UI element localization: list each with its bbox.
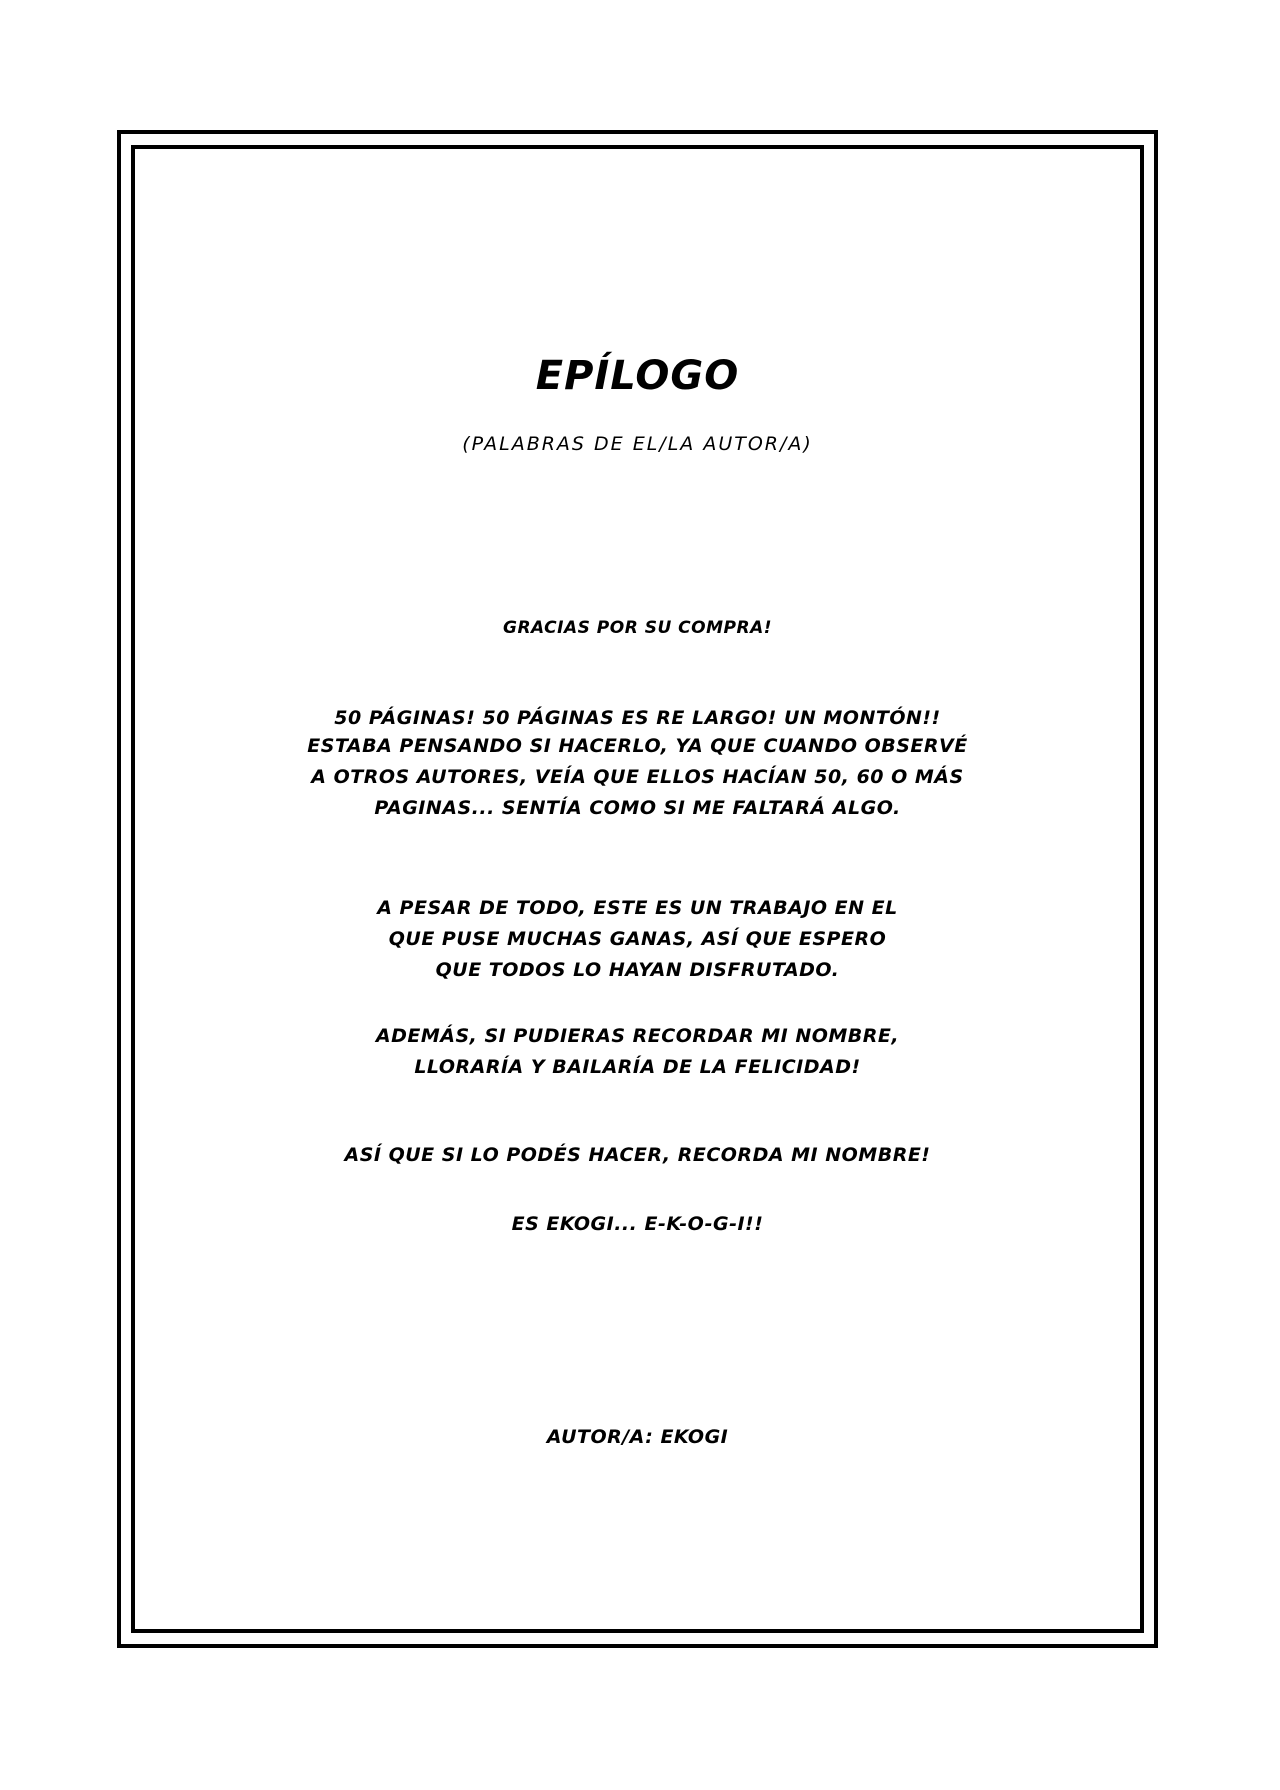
paragraph1-line1: 50 PÁGINAS! 50 PÁGINAS ES RE LARGO! UN MONTÓN!! <box>334 707 941 729</box>
paragraph2-line1: A PESAR DE TODO, ESTE ES UN TRABAJO EN EL <box>377 897 898 919</box>
paragraph2-line2: QUE PUSE MUCHAS GANAS, ASÍ QUE ESPERO <box>388 928 887 950</box>
page-content <box>131 145 1144 1633</box>
paragraph1-line4: PAGINAS... SENTÍA COMO SI ME FALTARÁ ALGO. <box>374 797 901 819</box>
paragraph3-line2: LLORARÍA Y BAILARÍA DE LA FELICIDAD! <box>414 1056 861 1078</box>
thanks-line: GRACIAS POR SU COMPRA! <box>503 618 772 638</box>
page-subtitle: (PALABRAS DE EL/LA AUTOR/A) <box>462 433 813 455</box>
page-title: EPÍLOGO <box>535 353 740 399</box>
paragraph1-line2: ESTABA PENSANDO SI HACERLO, YA QUE CUANDO OBSERVÉ <box>307 735 968 757</box>
paragraph3-line1: ADEMÁS, SI PUDIERAS RECORDAR MI NOMBRE, <box>375 1025 900 1047</box>
paragraph2-line3: QUE TODOS LO HAYAN DISFRUTADO. <box>435 959 840 981</box>
author-signature: AUTOR/A: EKOGI <box>546 1426 729 1448</box>
paragraph5-line: ES EKOGI... E-K-O-G-I!! <box>511 1213 764 1235</box>
paragraph1-line3: A OTROS AUTORES, VEÍA QUE ELLOS HACÍAN 50, 60 O MÁS <box>311 766 964 788</box>
paragraph4-line: ASÍ QUE SI LO PODÉS HACER, RECORDA MI NOMBRE! <box>344 1144 931 1166</box>
